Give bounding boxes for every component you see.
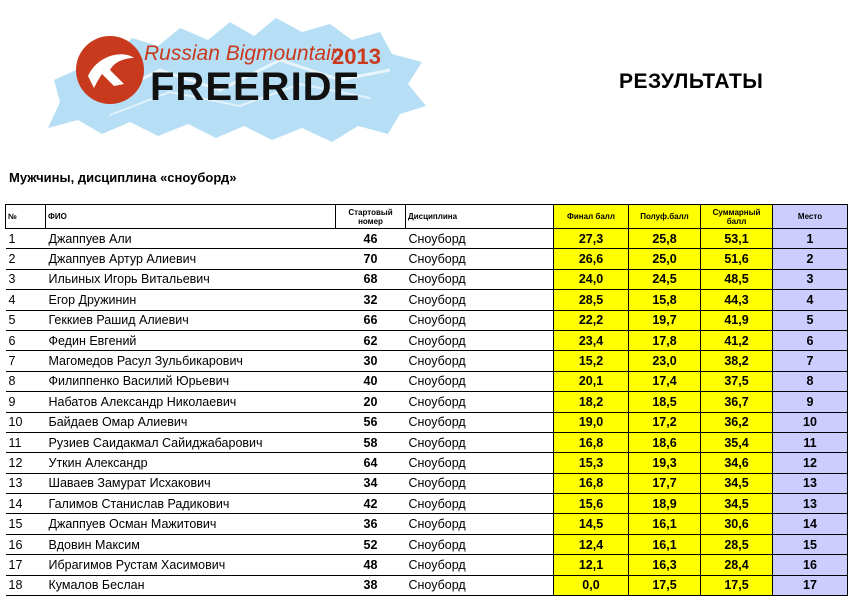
cell-place: 4 xyxy=(773,290,848,310)
logo-line1: Russian Bigmountain xyxy=(144,42,343,65)
cell-start-number: 56 xyxy=(336,412,406,432)
cell-final-score: 24,0 xyxy=(554,269,629,289)
cell-final-score: 15,3 xyxy=(554,453,629,473)
cell-final-score: 15,6 xyxy=(554,494,629,514)
cell-place: 14 xyxy=(773,514,848,534)
cell-start-number: 36 xyxy=(336,514,406,534)
cell-total-score: 36,7 xyxy=(701,392,773,412)
cell-semifinal-score: 16,1 xyxy=(629,514,701,534)
cell-start-number: 70 xyxy=(336,249,406,269)
table-row xyxy=(6,494,848,514)
cell-final-score: 22,2 xyxy=(554,310,629,330)
cell-name: Набатов Александр Николаевич xyxy=(46,392,336,412)
cell-semifinal-score: 17,2 xyxy=(629,412,701,432)
cell-no: 9 xyxy=(6,392,46,412)
cell-semifinal-score: 16,3 xyxy=(629,555,701,575)
cell-no: 13 xyxy=(6,473,46,493)
logo-year: 2013 xyxy=(332,44,381,69)
cell-total-score: 36,2 xyxy=(701,412,773,432)
event-logo xyxy=(40,10,430,145)
cell-name: Ибрагимов Рустам Хасимович xyxy=(46,555,336,575)
header-total: Суммарный балл xyxy=(701,205,773,229)
cell-final-score: 20,1 xyxy=(554,371,629,391)
cell-final-score: 18,2 xyxy=(554,392,629,412)
cell-place: 7 xyxy=(773,351,848,371)
table-row xyxy=(6,555,848,575)
table-row xyxy=(6,432,848,452)
header-discipline: Дисциплина xyxy=(406,205,554,229)
cell-place: 13 xyxy=(773,494,848,514)
cell-no: 1 xyxy=(6,229,46,249)
table-row xyxy=(6,351,848,371)
cell-semifinal-score: 15,8 xyxy=(629,290,701,310)
cell-name: Джаппуев Осман Мажитович xyxy=(46,514,336,534)
cell-no: 4 xyxy=(6,290,46,310)
cell-discipline: Сноуборд xyxy=(406,453,554,473)
cell-start-number: 64 xyxy=(336,453,406,473)
cell-start-number: 20 xyxy=(336,392,406,412)
table-row xyxy=(6,229,848,249)
cell-total-score: 34,5 xyxy=(701,473,773,493)
header-semifinal: Полуф.балл xyxy=(629,205,701,229)
cell-place: 11 xyxy=(773,432,848,452)
cell-place: 5 xyxy=(773,310,848,330)
cell-start-number: 58 xyxy=(336,432,406,452)
cell-name: Егор Дружинин xyxy=(46,290,336,310)
table-row xyxy=(6,412,848,432)
cell-name: Геккиев Рашид Алиевич xyxy=(46,310,336,330)
page-title: РЕЗУЛЬТАТЫ xyxy=(619,70,764,93)
header-no: № xyxy=(6,205,46,229)
header-name: ФИО xyxy=(46,205,336,229)
cell-start-number: 34 xyxy=(336,473,406,493)
logo-line2: FREERIDE xyxy=(150,65,361,109)
table-row xyxy=(6,290,848,310)
cell-no: 8 xyxy=(6,371,46,391)
table-row xyxy=(6,310,848,330)
cell-start-number: 66 xyxy=(336,310,406,330)
cell-start-number: 30 xyxy=(336,351,406,371)
header-final: Финал балл xyxy=(554,205,629,229)
cell-place: 9 xyxy=(773,392,848,412)
cell-total-score: 30,6 xyxy=(701,514,773,534)
cell-discipline: Сноуборд xyxy=(406,351,554,371)
cell-place: 16 xyxy=(773,555,848,575)
table-row xyxy=(6,330,848,350)
cell-place: 3 xyxy=(773,269,848,289)
cell-discipline: Сноуборд xyxy=(406,310,554,330)
cell-total-score: 35,4 xyxy=(701,432,773,452)
cell-semifinal-score: 18,9 xyxy=(629,494,701,514)
cell-name: Уткин Александр xyxy=(46,453,336,473)
cell-start-number: 68 xyxy=(336,269,406,289)
cell-name: Филиппенко Василий Юрьевич xyxy=(46,371,336,391)
cell-total-score: 48,5 xyxy=(701,269,773,289)
cell-discipline: Сноуборд xyxy=(406,290,554,310)
cell-final-score: 16,8 xyxy=(554,432,629,452)
cell-final-score: 19,0 xyxy=(554,412,629,432)
cell-place: 2 xyxy=(773,249,848,269)
cell-place: 10 xyxy=(773,412,848,432)
cell-discipline: Сноуборд xyxy=(406,330,554,350)
table-row xyxy=(6,534,848,554)
cell-name: Джаппуев Артур Алиевич xyxy=(46,249,336,269)
cell-semifinal-score: 23,0 xyxy=(629,351,701,371)
cell-place: 1 xyxy=(773,229,848,249)
cell-total-score: 28,5 xyxy=(701,534,773,554)
cell-final-score: 28,5 xyxy=(554,290,629,310)
cell-name: Байдаев Омар Алиевич xyxy=(46,412,336,432)
cell-no: 16 xyxy=(6,534,46,554)
cell-semifinal-score: 25,0 xyxy=(629,249,701,269)
cell-place: 13 xyxy=(773,473,848,493)
cell-start-number: 32 xyxy=(336,290,406,310)
cell-no: 7 xyxy=(6,351,46,371)
cell-name: Федин Евгений xyxy=(46,330,336,350)
cell-name: Рузиев Саидакмал Сайиджабарович xyxy=(46,432,336,452)
cell-no: 5 xyxy=(6,310,46,330)
cell-total-score: 41,9 xyxy=(701,310,773,330)
cell-final-score: 16,8 xyxy=(554,473,629,493)
cell-start-number: 46 xyxy=(336,229,406,249)
cell-place: 6 xyxy=(773,330,848,350)
cell-no: 10 xyxy=(6,412,46,432)
cell-total-score: 51,6 xyxy=(701,249,773,269)
cell-no: 3 xyxy=(6,269,46,289)
cell-total-score: 17,5 xyxy=(701,575,773,595)
cell-semifinal-score: 17,8 xyxy=(629,330,701,350)
header-start: Стартовый номер xyxy=(336,205,406,229)
cell-name: Галимов Станислав Радикович xyxy=(46,494,336,514)
cell-discipline: Сноуборд xyxy=(406,371,554,391)
cell-name: Кумалов Беслан xyxy=(46,575,336,595)
cell-no: 11 xyxy=(6,432,46,452)
cell-discipline: Сноуборд xyxy=(406,473,554,493)
table-row xyxy=(6,249,848,269)
cell-name: Магомедов Расул Зульбикарович xyxy=(46,351,336,371)
cell-start-number: 40 xyxy=(336,371,406,391)
cell-total-score: 34,5 xyxy=(701,494,773,514)
cell-name: Шаваев Замурат Исхакович xyxy=(46,473,336,493)
cell-no: 6 xyxy=(6,330,46,350)
cell-total-score: 34,6 xyxy=(701,453,773,473)
cell-no: 15 xyxy=(6,514,46,534)
table-row xyxy=(6,575,848,595)
cell-no: 14 xyxy=(6,494,46,514)
table-row xyxy=(6,392,848,412)
cell-total-score: 28,4 xyxy=(701,555,773,575)
cell-start-number: 42 xyxy=(336,494,406,514)
cell-discipline: Сноуборд xyxy=(406,494,554,514)
cell-final-score: 14,5 xyxy=(554,514,629,534)
cell-discipline: Сноуборд xyxy=(406,575,554,595)
cell-name: Джаппуев Али xyxy=(46,229,336,249)
cell-start-number: 48 xyxy=(336,555,406,575)
cell-place: 15 xyxy=(773,534,848,554)
cell-total-score: 53,1 xyxy=(701,229,773,249)
cell-total-score: 37,5 xyxy=(701,371,773,391)
cell-semifinal-score: 17,5 xyxy=(629,575,701,595)
cell-no: 17 xyxy=(6,555,46,575)
cell-discipline: Сноуборд xyxy=(406,534,554,554)
cell-no: 18 xyxy=(6,575,46,595)
cell-discipline: Сноуборд xyxy=(406,432,554,452)
table-row xyxy=(6,269,848,289)
cell-discipline: Сноуборд xyxy=(406,412,554,432)
table-row xyxy=(6,473,848,493)
cell-place: 17 xyxy=(773,575,848,595)
cell-semifinal-score: 18,6 xyxy=(629,432,701,452)
cell-semifinal-score: 19,7 xyxy=(629,310,701,330)
cell-name: Ильиных Игорь Витальевич xyxy=(46,269,336,289)
cell-total-score: 44,3 xyxy=(701,290,773,310)
table-row xyxy=(6,453,848,473)
cell-total-score: 38,2 xyxy=(701,351,773,371)
cell-discipline: Сноуборд xyxy=(406,555,554,575)
cell-start-number: 62 xyxy=(336,330,406,350)
cell-final-score: 26,6 xyxy=(554,249,629,269)
table-row xyxy=(6,514,848,534)
results-table xyxy=(5,204,848,596)
cell-final-score: 27,3 xyxy=(554,229,629,249)
cell-name: Вдовин Максим xyxy=(46,534,336,554)
section-title: Мужчины, дисциплина «сноуборд» xyxy=(9,170,237,185)
cell-semifinal-score: 24,5 xyxy=(629,269,701,289)
cell-discipline: Сноуборд xyxy=(406,269,554,289)
cell-final-score: 0,0 xyxy=(554,575,629,595)
cell-discipline: Сноуборд xyxy=(406,249,554,269)
cell-place: 12 xyxy=(773,453,848,473)
table-row xyxy=(6,371,848,391)
cell-no: 12 xyxy=(6,453,46,473)
cell-total-score: 41,2 xyxy=(701,330,773,350)
cell-no: 2 xyxy=(6,249,46,269)
cell-place: 8 xyxy=(773,371,848,391)
cell-semifinal-score: 25,8 xyxy=(629,229,701,249)
cell-semifinal-score: 17,7 xyxy=(629,473,701,493)
cell-discipline: Сноуборд xyxy=(406,392,554,412)
cell-start-number: 38 xyxy=(336,575,406,595)
cell-discipline: Сноуборд xyxy=(406,229,554,249)
cell-semifinal-score: 18,5 xyxy=(629,392,701,412)
cell-final-score: 12,4 xyxy=(554,534,629,554)
cell-start-number: 52 xyxy=(336,534,406,554)
cell-semifinal-score: 17,4 xyxy=(629,371,701,391)
cell-final-score: 12,1 xyxy=(554,555,629,575)
header-place: Место xyxy=(773,205,848,229)
cell-semifinal-score: 16,1 xyxy=(629,534,701,554)
cell-semifinal-score: 19,3 xyxy=(629,453,701,473)
table-header-row xyxy=(6,205,848,229)
cell-final-score: 23,4 xyxy=(554,330,629,350)
cell-final-score: 15,2 xyxy=(554,351,629,371)
cell-discipline: Сноуборд xyxy=(406,514,554,534)
